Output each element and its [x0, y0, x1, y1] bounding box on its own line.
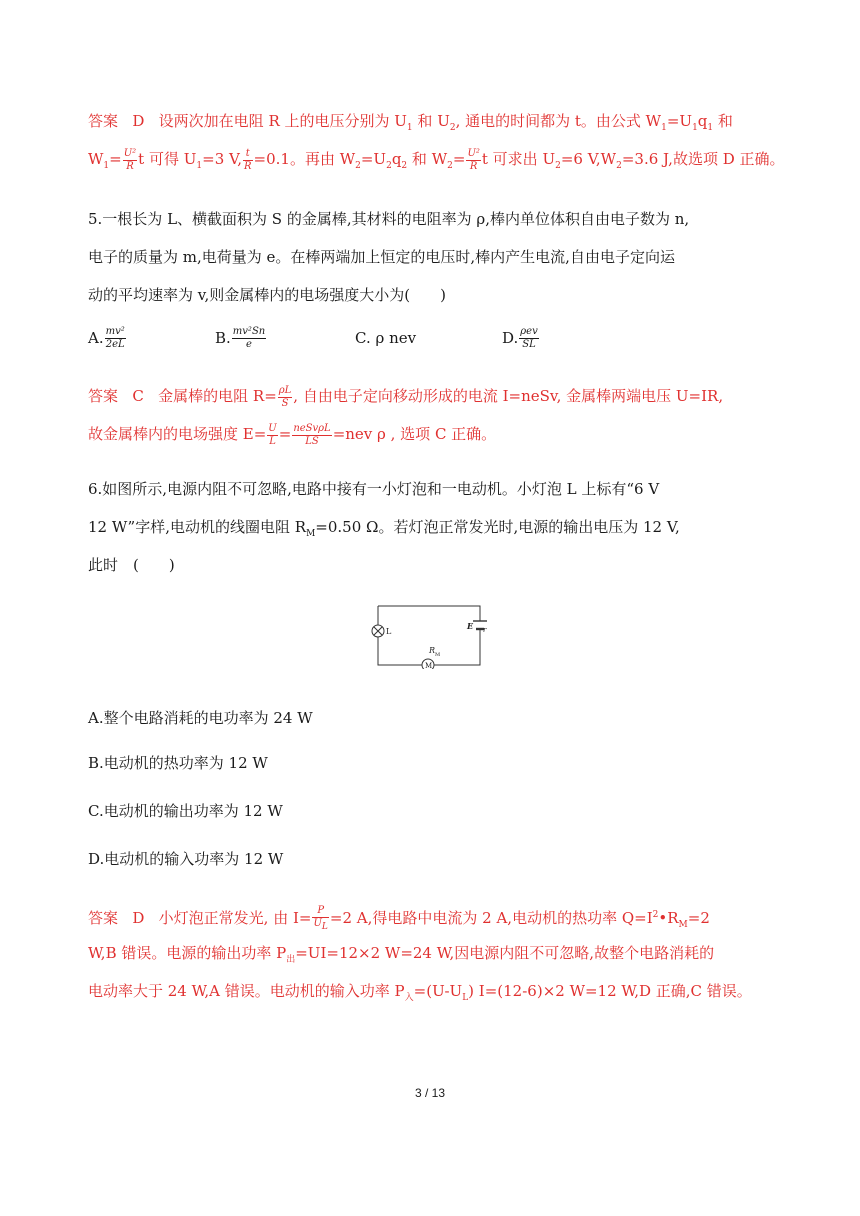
- question-5-line: 5.一根长为 L、横截面积为 S 的金属棒,其材料的电阻率为 ρ,棒内单位体积自由电子数为 n,: [88, 210, 690, 228]
- question-5-options: [88, 320, 778, 356]
- sub: 2: [355, 161, 361, 171]
- answer-5-line-1: [88, 377, 778, 415]
- text: q: [697, 112, 708, 130]
- text: U: [313, 918, 322, 929]
- fraction: [105, 326, 126, 351]
- text: =2: [687, 909, 710, 927]
- sub: 2: [449, 123, 456, 133]
- numerator: P: [312, 905, 328, 918]
- denominator: R: [469, 160, 478, 172]
- choice-b[interactable]: B.电动机的热功率为 12 W: [88, 754, 268, 772]
- question-6-line: 此时 ( ): [88, 556, 175, 574]
- motor-label: M: [425, 662, 433, 669]
- question-5: [88, 200, 778, 314]
- numerator: neSvρL: [293, 422, 331, 434]
- fraction: [292, 423, 331, 448]
- denominator: R: [243, 160, 252, 172]
- sub: 2: [555, 161, 561, 171]
- numerator: t: [243, 148, 253, 161]
- text: =nev ρ , 选项 C 正确。: [332, 425, 497, 443]
- internal-resistance-label: r: [483, 626, 487, 634]
- text: 金属棒的电阻 R=: [158, 387, 277, 405]
- text: 小灯泡正常发光, 由 I=: [158, 909, 312, 927]
- answer-5: [88, 377, 778, 453]
- question-6-line: [88, 508, 778, 546]
- lamp-label: L: [386, 627, 392, 636]
- text: W,B 错误。电源的输出功率 P: [88, 944, 287, 962]
- sub: 1: [406, 123, 413, 133]
- wire-top: [378, 606, 480, 621]
- sub: 1: [707, 123, 714, 133]
- resistor-label: R: [429, 646, 436, 655]
- text: 和 U: [412, 112, 450, 130]
- text: 电动率大于 24 W,A 错误。电动机的输入功率 P: [88, 982, 405, 1000]
- denominator: e: [246, 338, 252, 350]
- sub: 出: [286, 955, 296, 965]
- answer-4-line-2: [88, 140, 785, 178]
- question-6: [88, 470, 778, 584]
- denominator: R: [126, 160, 134, 172]
- question-6-line: 6.如图所示,电源内阻不可忽略,电路中接有一小灯泡和一电动机。小灯泡 L 上标有“6 V: [88, 480, 660, 498]
- text: W: [88, 150, 104, 168]
- text: =: [278, 425, 292, 443]
- option-c[interactable]: [355, 320, 416, 356]
- numerator: ρL: [278, 384, 292, 396]
- text: =U: [666, 112, 693, 130]
- option-label: B.: [215, 329, 231, 347]
- text: =2 A,得电路中电流为 2 A,电动机的热功率 Q=I: [329, 909, 653, 927]
- text: =: [452, 150, 466, 168]
- answer-choice: C: [132, 387, 144, 405]
- wire-right: [434, 629, 480, 665]
- sub: 1: [692, 123, 698, 133]
- fraction: [278, 385, 293, 410]
- sub: M: [306, 529, 316, 539]
- resistor-sub-label: M: [435, 652, 441, 658]
- answer-6-line-2: [88, 934, 778, 972]
- page-number: 3 / 13: [414, 1086, 446, 1100]
- circuit-diagram: [371, 601, 488, 669]
- text: =UI=12×2 W=24 W,因电源内阻不可忽略,故整个电路消耗的: [295, 944, 715, 962]
- sub: 1: [103, 161, 110, 171]
- wire-left: [378, 606, 422, 665]
- option-b[interactable]: [215, 320, 267, 356]
- text: =U: [360, 150, 387, 168]
- question-5-line: 动的平均速率为 v,则金属棒内的电场强度大小为( ): [88, 286, 446, 304]
- fraction: [519, 326, 538, 351]
- text: =6 V,W: [560, 150, 617, 168]
- sub: 2: [401, 161, 408, 171]
- text: 和 W: [407, 150, 448, 168]
- answer-5-line-2: [88, 415, 778, 453]
- option-text: ρ nev: [375, 329, 417, 347]
- question-5-line: 电子的质量为 m,电荷量为 e。在棒两端加上恒定的电压时,棒内产生电流,自由电子定向运: [88, 248, 675, 266]
- sub: M: [678, 920, 688, 930]
- option-label: D.: [502, 329, 519, 347]
- numerator: mv²Sn: [232, 325, 266, 337]
- fraction: [232, 326, 266, 351]
- answer-6-line-3: [88, 972, 778, 1010]
- text: 和: [713, 112, 733, 130]
- choice-d[interactable]: D.电动机的输入功率为 12 W: [88, 850, 284, 868]
- text: •R: [658, 909, 679, 927]
- numerator: U²: [467, 147, 480, 159]
- numerator: U: [268, 422, 277, 434]
- sub: 2: [386, 161, 392, 171]
- sub: 1: [196, 161, 203, 171]
- text: 故金属棒内的电场强度 E=: [88, 425, 267, 443]
- fraction: [466, 148, 480, 173]
- option-d[interactable]: [502, 320, 540, 356]
- answer-label: 答案: [88, 387, 119, 405]
- fraction: [123, 148, 137, 173]
- answer-6: [88, 896, 778, 1010]
- sub: 2: [616, 161, 622, 171]
- battery-label: E: [467, 621, 474, 631]
- answer-choice: D: [132, 909, 145, 927]
- option-label: A.: [88, 329, 104, 347]
- denominator: S: [281, 397, 289, 409]
- text: , 通电的时间都为 t。由公式 W: [455, 112, 662, 130]
- choice-c[interactable]: C.电动机的输出功率为 12 W: [88, 802, 283, 820]
- text: =: [109, 150, 122, 168]
- answer-label: 答案: [88, 909, 119, 927]
- sub: 入: [404, 993, 414, 1003]
- answer-choice: D: [132, 112, 145, 130]
- answer-4: [88, 102, 785, 178]
- denominator: [312, 918, 328, 933]
- answer-4-line-1: [88, 102, 778, 140]
- text: q: [391, 150, 402, 168]
- text: 设两次加在电阻 R 上的电压分别为 U: [158, 112, 407, 130]
- text: 12 W”字样,电动机的线圈电阻 R: [88, 518, 307, 536]
- text: =3.6 J,故选项 D 正确。: [621, 150, 785, 168]
- text: t 可得 U: [138, 150, 197, 168]
- answer-label: 答案: [88, 112, 119, 130]
- denominator: LS: [305, 435, 319, 447]
- denominator: 2eL: [105, 338, 125, 350]
- text: =0.50 Ω。若灯泡正常发光时,电源的输出电压为 12 V,: [315, 518, 680, 536]
- text: t 可求出 U: [481, 150, 556, 168]
- numerator: U²: [123, 147, 137, 159]
- option-a[interactable]: [88, 320, 127, 356]
- denominator: SL: [522, 338, 536, 350]
- text: =0.1。再由 W: [253, 150, 356, 168]
- choice-a[interactable]: A.整个电路消耗的电功率为 24 W: [88, 709, 313, 727]
- text: , 自由电子定向移动形成的电流 I=neSv, 金属棒两端电压 U=IR,: [293, 387, 724, 405]
- sup: 2: [652, 910, 659, 920]
- sub: 1: [661, 123, 667, 133]
- fraction: [243, 148, 253, 173]
- fraction: [267, 423, 277, 448]
- text: ) I=(12-6)×2 W=12 W,D 正确,C 错误。: [468, 982, 752, 1000]
- option-label: C.: [355, 329, 371, 347]
- denominator: L: [269, 435, 276, 447]
- sub: 2: [447, 161, 453, 171]
- numerator: mv²: [105, 325, 125, 337]
- sub: L: [321, 922, 328, 932]
- numerator: ρev: [520, 325, 538, 337]
- text: =3 V,: [202, 150, 242, 168]
- sub: L: [462, 993, 469, 1003]
- answer-6-line-1: [88, 896, 778, 934]
- text: =(U-U: [413, 982, 463, 1000]
- fraction: [312, 905, 328, 933]
